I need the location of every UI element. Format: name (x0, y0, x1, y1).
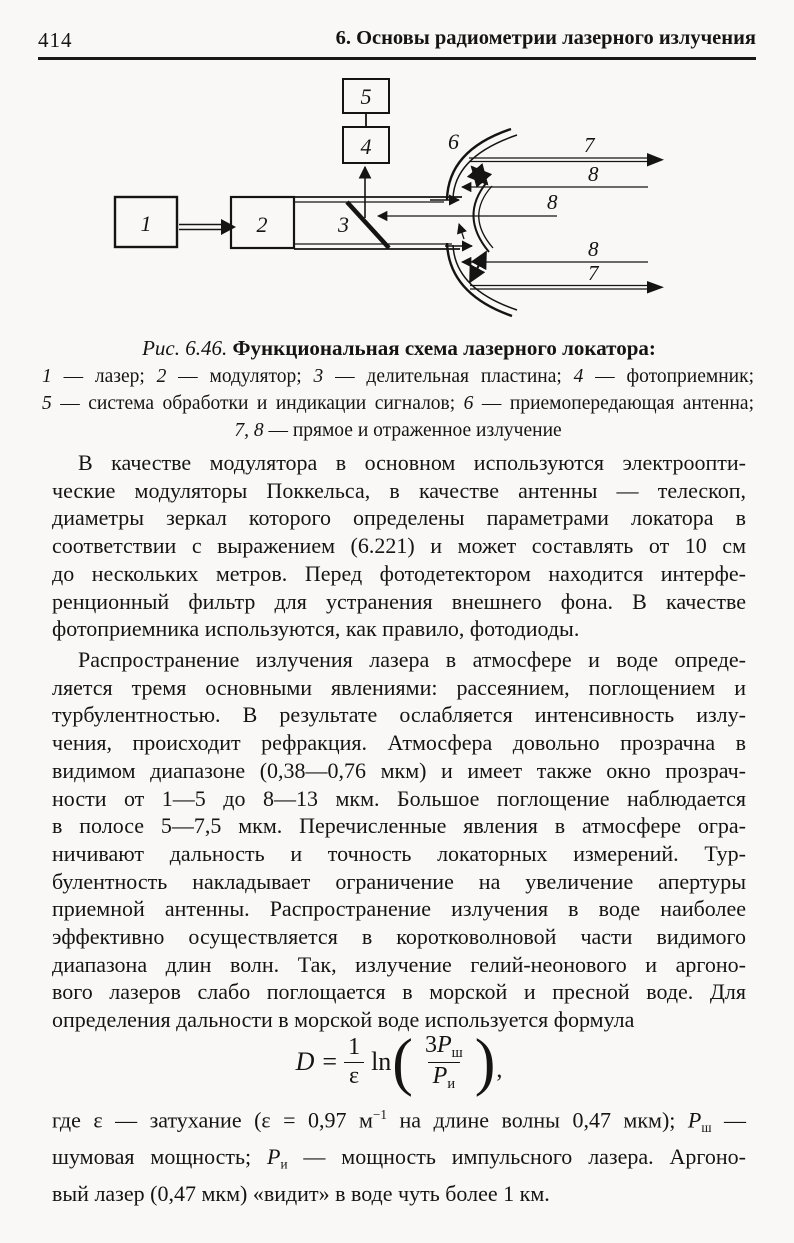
photodetector-label: 4 (360, 134, 372, 159)
modulator-label: 2 (256, 212, 268, 237)
paragraph-1 (52, 449, 746, 643)
legend-text: — приемопередающая антенна; (473, 393, 754, 414)
body-line: булентность накладывает ограничение на увеличение апертуры (52, 868, 746, 894)
equals-sign: = (322, 1047, 338, 1076)
subscript-pulse: и (280, 1156, 288, 1172)
formula-lhs: D (295, 1047, 315, 1076)
body-line: до нескольких метров. Перед фотодетектором находится интерфе- (52, 560, 746, 586)
legend-text: — фотоприемник; (583, 366, 754, 387)
body-text: шумовая мощность; (52, 1143, 268, 1169)
body-line: видимом диапазоне (0,38—0,76 мкм) и имеет также окно прозрач- (52, 757, 746, 783)
processor-label: 5 (360, 84, 372, 109)
legend-line (42, 390, 754, 417)
antenna-label: 6 (448, 129, 459, 154)
body-text: — мощность импульсного лазера. Аргоно- (287, 1143, 746, 1169)
body-line: диапазона длин волн. Так, излучение гелий-неонового и аргоно- (52, 951, 746, 977)
fraction-one-over-epsilon (343, 1034, 365, 1090)
power-symbol: Р (267, 1143, 281, 1169)
legend-text: — система обработки и индикации сигналов; (51, 393, 464, 414)
fraction-power-ratio (420, 1032, 468, 1092)
mirror-beam-arrow-upper (472, 167, 487, 184)
legend-key: 6 (463, 393, 474, 414)
laser-label: 1 (140, 211, 152, 236)
mirror-beam-arrow-lower (470, 252, 486, 282)
power-symbol: P (432, 1062, 448, 1089)
header-rule (38, 57, 756, 60)
body-line: вый лазер (0,47 мкм) «видит» в воде чуть более 1 км. (52, 1180, 550, 1206)
body-line: соответствии с выражением (6.221) и может составлять от 10 см (52, 533, 746, 559)
body-line: диаметры зеркал которого определены параметрами локатора в (52, 505, 746, 531)
legend-line (42, 363, 754, 390)
body-line: Распространение излучения лазера в атмосфере и воде опреде- (78, 647, 746, 672)
beam8-middle-label: 8 (547, 190, 558, 214)
legend-key: 4 (573, 366, 584, 387)
body-line: эффективно осуществляется в коротковолновой части видимого (52, 924, 746, 950)
formula-comma: , (496, 1057, 503, 1083)
outgoing-beam-top-arrowhead (647, 153, 664, 167)
superscript: −1 (372, 1107, 387, 1122)
body-line (52, 1142, 746, 1179)
body-text: на длине волны 0,47 мкм); (386, 1107, 688, 1133)
body-line: вого лазеров слабо поглощается в морской и пресной воде. Для (52, 979, 746, 1005)
body-line: В качестве модулятора в основном используются электроопти- (78, 450, 746, 475)
running-header: 6. Основы радиометрии лазерного излучения (335, 27, 756, 49)
body-text: где ε — затухание (ε = 0,97 м (52, 1107, 373, 1133)
body-line: ренционный фильтр для устранения внешнего фона. В качестве (52, 588, 746, 614)
outgoing-beam-bottom-arrowhead (647, 281, 664, 294)
body-text: — (711, 1107, 747, 1133)
body-line: ности от 1—5 до 8—13 мкм. Большое поглощение наблюдается (52, 785, 746, 811)
paragraph-3 (52, 1100, 746, 1208)
denominator: ε (344, 1062, 364, 1091)
legend-text: — прямое и отраженное излучение (263, 420, 562, 441)
figure-diagram (100, 74, 720, 340)
body-line (52, 1100, 746, 1142)
body-line: ничивают дальность и точность локаторных измерений. Тур- (52, 840, 746, 866)
legend-key: 5 (42, 393, 52, 414)
legend-key: 1 (42, 366, 52, 387)
page-number: 414 (38, 28, 73, 52)
body-line: ческие модуляторы Поккельса, в качестве антенны — телескоп, (52, 477, 746, 503)
body-line: определения дальности в морской воде используется формула (52, 1007, 635, 1033)
beam8-lower-label: 8 (588, 237, 599, 261)
figure-legend (42, 363, 754, 444)
legend-text: — модулятор; (166, 366, 314, 387)
subscript-noise: ш (451, 1044, 463, 1061)
power-symbol: Р (687, 1107, 702, 1133)
mirror-beam-arrow-center (459, 224, 464, 239)
legend-line (42, 417, 754, 444)
body-line: чения, происходит рефракция. Атмосфера довольно прозрачна в (52, 730, 746, 756)
subscript-pulse: и (447, 1075, 456, 1092)
numerator: 1 (348, 1033, 361, 1060)
beam7-top-label: 7 (584, 133, 595, 157)
figure-ref: Рис. 6.46. (142, 336, 228, 360)
power-symbol: P (436, 1031, 452, 1058)
body-line: фотоприемника используются, как правило, фотодиоды. (52, 616, 580, 642)
subscript-noise: ш (701, 1119, 712, 1135)
beam7-bottom-label: 7 (588, 261, 599, 285)
body-line: ляется тремя основными явлениями: рассеянием, поглощением и (52, 674, 746, 700)
numerator (420, 1032, 468, 1062)
primary-mirror-upper-inner (453, 135, 517, 198)
laser-beam-arrowhead (221, 219, 236, 235)
legend-key: 3 (313, 366, 324, 387)
coefficient: 3 (424, 1031, 437, 1058)
beam8-upper-label: 8 (588, 162, 599, 186)
denominator (428, 1062, 460, 1093)
body-line: турбулентностью. В результате ослабляется интенсивность излу- (52, 702, 746, 728)
ln-function: ln (371, 1047, 392, 1076)
legend-key: 2 (156, 366, 167, 387)
figure-title: Функциональная схема лазерного локатора: (232, 336, 656, 360)
body-line: приемной антенны. Распространение излучения в воде наиболее (52, 896, 746, 922)
paragraph-2 (52, 646, 746, 1034)
legend-text: — лазер; (51, 366, 157, 387)
legend-key: 7, 8 (234, 420, 264, 441)
figure-caption (52, 336, 746, 361)
range-formula: D = $\frac{1}{\varepsilon}$ ln ( $\frac{3P_ш}{P_и}$ ) , (295, 1026, 503, 1098)
body-line: в полосе 5—7,5 мкм. Перечисленные явления в атмосфере огра- (52, 813, 746, 839)
splitter-plate (347, 202, 389, 248)
splitter-label: 3 (338, 212, 349, 237)
legend-text: — делительная пластина; (323, 366, 574, 387)
